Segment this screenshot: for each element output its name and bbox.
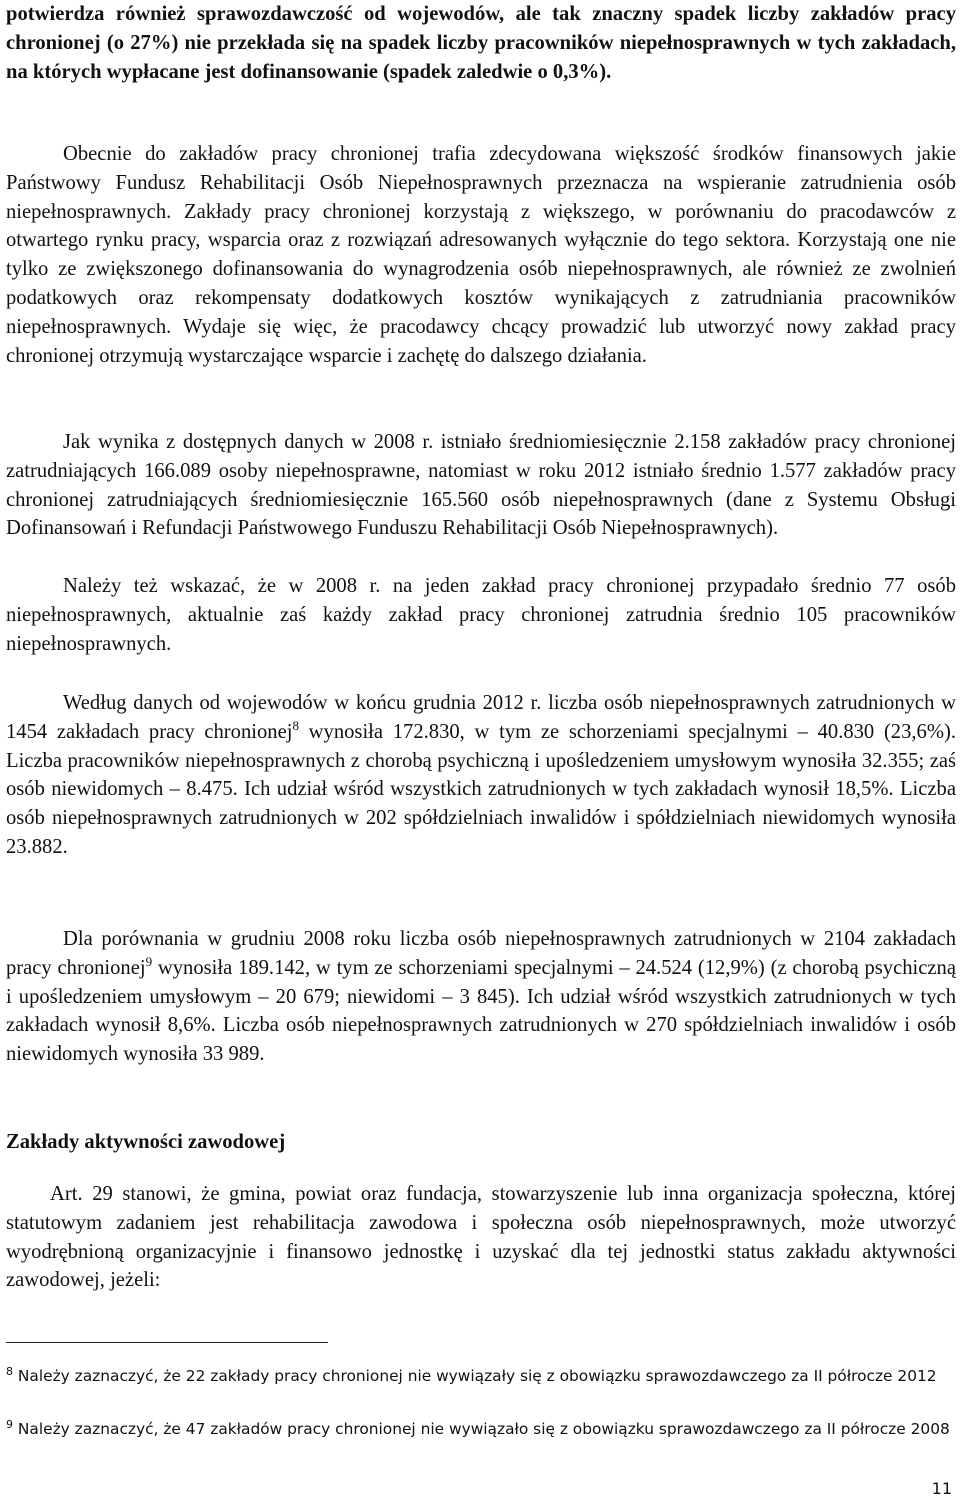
section-heading: Zakłady aktywności zawodowej bbox=[6, 1131, 286, 1153]
footnote-8-number: 8 bbox=[6, 1364, 13, 1378]
body-paragraph-6: Art. 29 stanowi, że gmina, powiat oraz fundacja, stowarzyszenie lub inna organizacja społeczna, której statutowym zadaniem jest rehabilitacja zawodowa i społeczna osób niepełnosprawnych, może utworzyć wyodrębnioną organizacyjnie i finansowo jednostkę i uzyskać dla tej jednostki status zakładu aktywności zawodowej, jeżeli: bbox=[6, 1183, 956, 1292]
footnote-8-text: Należy zaznaczyć, że 22 zakłady pracy chronionej nie wywiązały się z obowiązku sprawozdawczego za II półrocze 2012 bbox=[17, 1367, 937, 1385]
footnote-9-text: Należy zaznaczyć, że 47 zakładów pracy chronionej nie wywiązało się z obowiązku sprawozdawczego za II półrocze 2008 bbox=[17, 1420, 950, 1438]
paragraph-4-text-end: wynosiła 172.830, w tym ze schorzeniami specjalnymi – 40.830 (23,6%). Liczba pracowników niepełnosprawnych z chorobą psychiczną i upośledzeniem umysłowym wynosiła 32.355; zaś osób niewidomych – 8.475. Ich udział wśród wszystkich zatrudnionych w tych zakładach wynosił 18,5%. Liczba osób niepełnosprawnych zatrudnionych w 202 spółdzielniach inwalidów i spółdzielniach niewidomych wynosiła 23.882. bbox=[6, 720, 956, 858]
page-number: 11 bbox=[931, 1479, 952, 1498]
footnote-ref-9: 9 bbox=[145, 953, 153, 969]
footnote-divider bbox=[6, 1342, 328, 1343]
body-paragraph-3: Należy też wskazać, że w 2008 r. na jeden zakład pracy chronionej przypadało średnio 77 osób niepełnosprawnych, aktualnie zaś każdy zakład pracy chronionej zatrudnia średnio 105 pracowników niepełnosprawnych. bbox=[6, 575, 956, 655]
paragraph-5-text-end: wynosiła 189.142, w tym ze schorzeniami specjalnymi – 24.524 (12,9%) (z chorobą psychiczną i upośledzeniem umysłowym – 20 679; niewidomi – 3 845). Ich udział wśród wszystkich zatrudnionych w tych zakładach wynosił 8,6%. Liczba osób niepełnosprawnych zatrudnionych w 270 spółdzielniach inwalidów i osób niewidomych wynosiła 33 989. bbox=[6, 956, 956, 1066]
body-paragraph-2: Jak wynika z dostępnych danych w 2008 r. istniało średniomiesięcznie 2.158 zakładów pracy chronionej zatrudniających 166.089 osoby niepełnosprawne, natomiast w roku 2012 istniało średnio 1.577 zakładów pracy chronionej zatrudniających średniomiesięcznie 165.560 osób niepełnosprawnych (dane z Systemu Obsługi Dofinansowań i Refundacji Państwowego Funduszu Rehabilitacji Osób Niepełnosprawnych). bbox=[6, 431, 956, 540]
paragraph-4-text-start: Według danych od wojewodów w końcu grudnia 2012 r. liczba osób niepełnosprawnych zatrudnionych w 1454 zakładach pracy chronionej bbox=[6, 692, 956, 743]
body-paragraph-4 bbox=[6, 689, 956, 862]
footnote-8 bbox=[6, 1365, 956, 1389]
body-paragraph-5 bbox=[6, 925, 956, 1069]
paragraph-5-text-start: Dla porównania w grudniu 2008 roku liczba osób niepełnosprawnych zatrudnionych w 2104 zakładach pracy chronionej bbox=[6, 928, 956, 979]
footnote-9-number: 9 bbox=[6, 1417, 13, 1431]
footnote-ref-8: 8 bbox=[292, 717, 299, 733]
body-paragraph-1: Obecnie do zakładów pracy chronionej trafia zdecydowana większość środków finansowych jakie Państwowy Fundusz Rehabilitacji Osób Niepełnosprawnych przeznacza na wspieranie zatrudnienia osób niepełnosprawnych. Zakłady pracy chronionej korzystają z większego, w porównaniu do pracodawców z otwartego rynku pracy, wsparcia oraz z rozwiązań adresowanych wyłącznie do tego sektora. Korzystają one nie tylko ze zwiększonego dofinansowania do wynagrodzenia osób niepełnosprawnych, ale również ze zwolnień podatkowych oraz rekompensaty dodatkowych kosztów wynikających z zatrudniania pracowników niepełnosprawnych. Wydaje się więc, że pracodawcy chcący prowadzić lub utworzyć nowy zakład pracy chronionej otrzymują wystarczające wsparcie i zachętę do dalszego działania. bbox=[6, 143, 956, 367]
intro-paragraph: potwierdza również sprawozdawczość od wojewodów, ale tak znaczny spadek liczby zakładów pracy chronionej (o 27%) nie przekłada się na spadek liczby pracowników niepełnosprawnych w tych zakładach, na których wypłacane jest dofinansowanie (spadek zaledwie o 0,3%). bbox=[6, 3, 956, 83]
footnote-9 bbox=[6, 1418, 956, 1442]
